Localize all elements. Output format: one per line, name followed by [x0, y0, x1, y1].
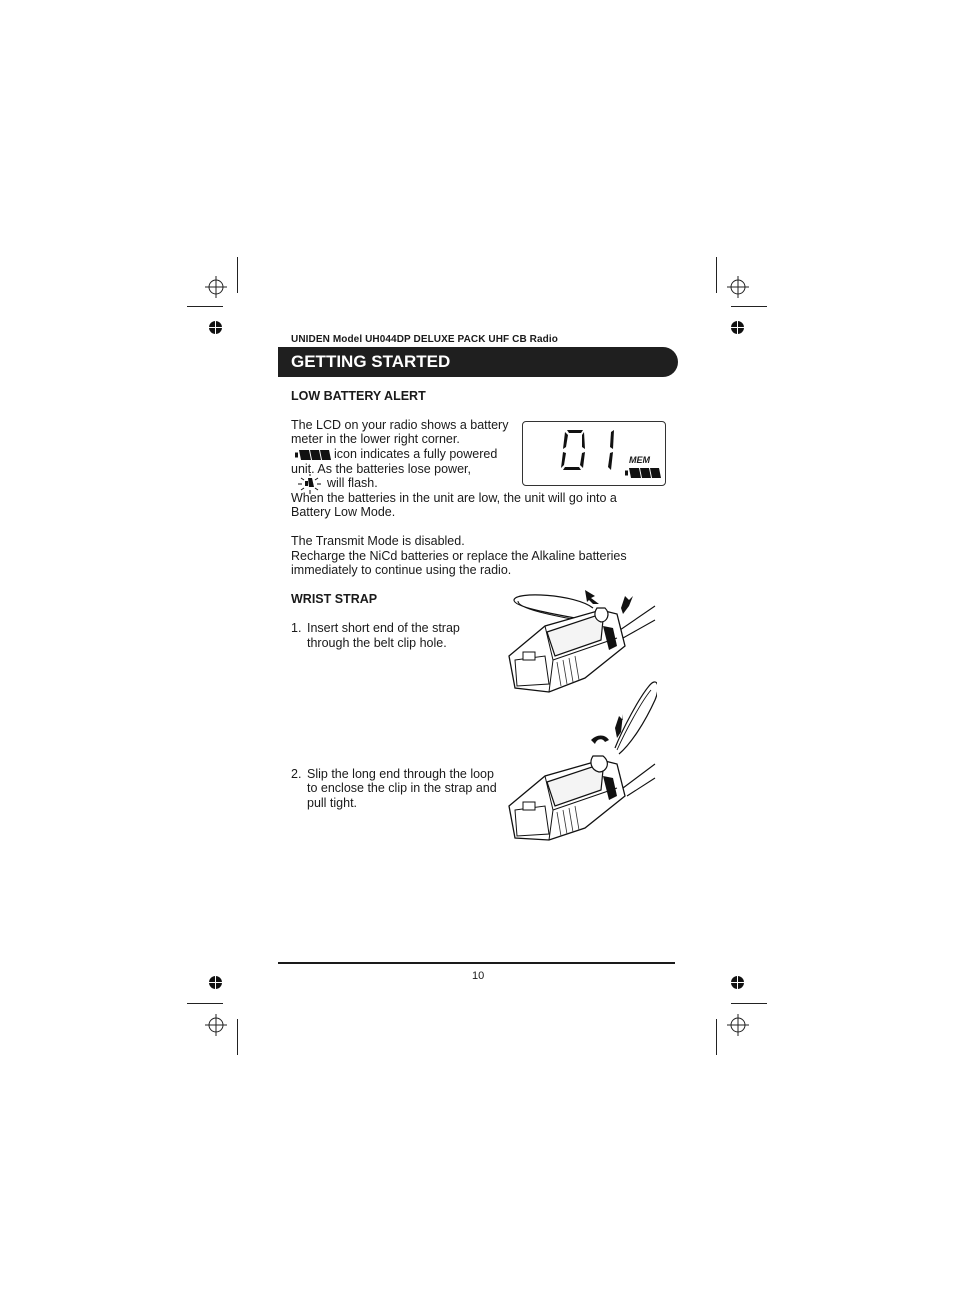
lcd-battery-icon: [625, 468, 661, 478]
step-2-number: 2.: [291, 767, 302, 781]
page-number: 10: [472, 970, 485, 982]
step-1-line-2: through the belt clip hole.: [307, 636, 447, 650]
recharge-line-2: immediately to continue using the radio.: [291, 563, 512, 577]
section-title: GETTING STARTED: [291, 352, 451, 371]
radio-strap-illustration-2: [505, 678, 657, 842]
low-battery-line-1: The LCD on your radio shows a battery: [291, 418, 509, 432]
battery-full-icon: [295, 450, 331, 460]
step-2-line-3: pull tight.: [307, 796, 358, 810]
step-2-line-2: to enclose the clip in the strap and: [307, 781, 497, 795]
step-1-line-1: Insert short end of the strap: [307, 621, 460, 635]
registration-dot-icon: [209, 321, 222, 334]
registration-dot-icon: [209, 976, 222, 989]
registration-mark-icon: [727, 1014, 749, 1036]
step-2-line-1: Slip the long end through the loop: [307, 767, 494, 781]
registration-dot-icon: [731, 976, 744, 989]
low-battery-line-5: will flash.: [327, 476, 378, 490]
registration-mark-icon: [205, 1014, 227, 1036]
step-1-number: 1.: [291, 621, 302, 635]
low-battery-line-4: unit. As the batteries lose power,: [291, 462, 471, 476]
transmit-disabled-text: The Transmit Mode is disabled.: [291, 534, 465, 548]
footer-rule: [278, 962, 675, 964]
low-battery-heading: LOW BATTERY ALERT: [291, 389, 426, 403]
model-header: UNIDEN Model UH044DP DELUXE PACK UHF CB Radio: [291, 334, 558, 345]
registration-mark-icon: [727, 276, 749, 298]
low-battery-line-3: icon indicates a fully powered: [334, 447, 498, 461]
lcd-display: [522, 421, 666, 486]
registration-mark-icon: [205, 276, 227, 298]
low-battery-line-6: When the batteries in the unit are low, the unit will go into a: [291, 491, 617, 505]
registration-dot-icon: [731, 321, 744, 334]
recharge-line-1: Recharge the NiCd batteries or replace the Alkaline batteries: [291, 549, 627, 563]
low-battery-line-2: meter in the lower right corner.: [291, 432, 460, 446]
lcd-mem-label: MEM: [629, 455, 650, 465]
wrist-strap-heading: WRIST STRAP: [291, 592, 378, 606]
section-banner: [278, 347, 678, 377]
low-battery-line-7: Battery Low Mode.: [291, 505, 396, 519]
lcd-digits: [561, 429, 621, 471]
